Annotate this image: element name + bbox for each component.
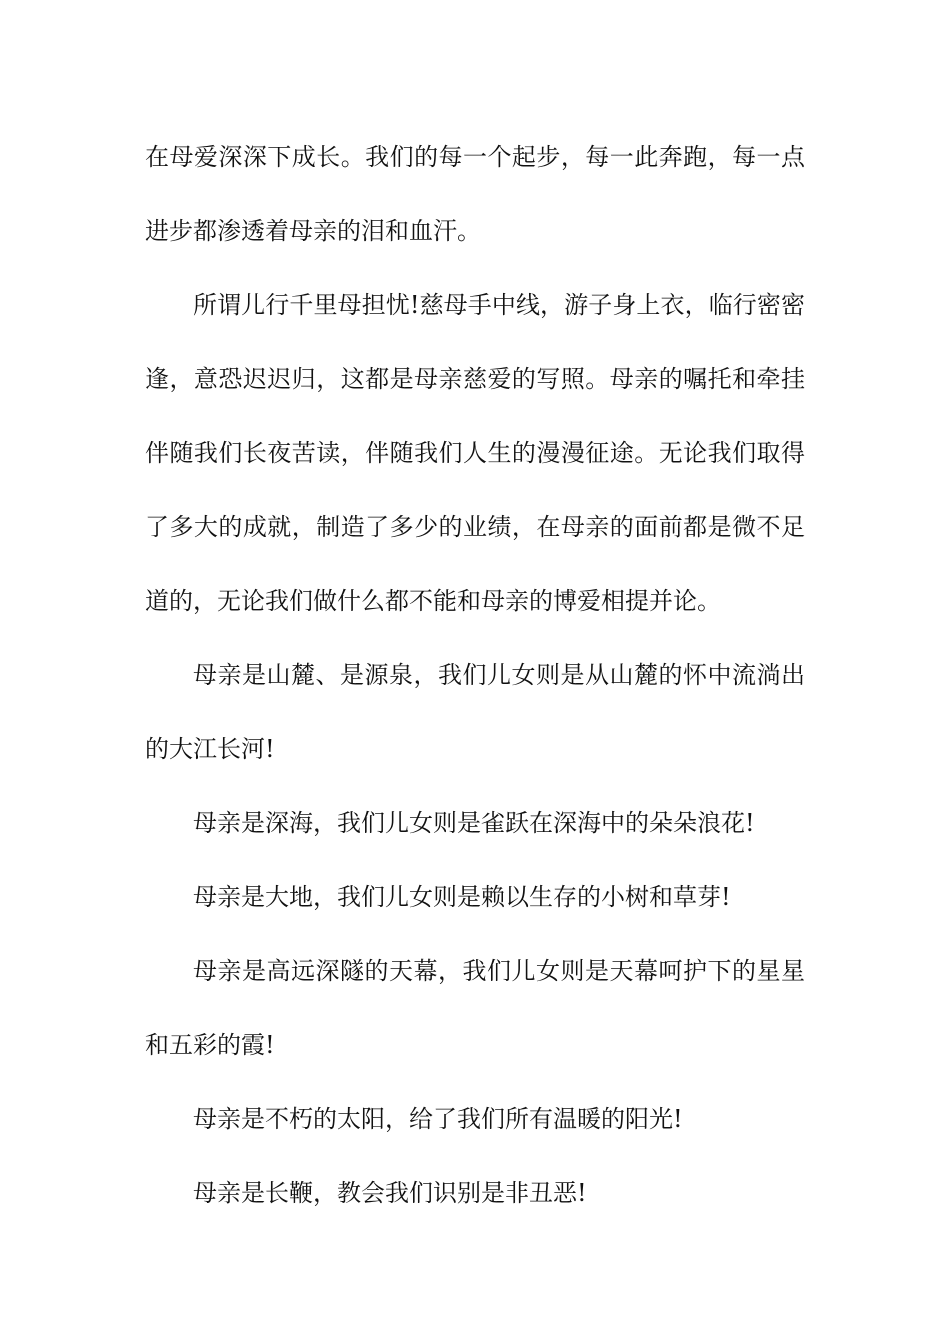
paragraph-7: 母亲是不朽的太阳，给了我们所有温暖的阳光! [193, 1105, 683, 1133]
paragraph-8: 母亲是长鞭，教会我们识别是非丑恶! [193, 1179, 587, 1207]
document-body [145, 120, 805, 1230]
paragraph-3: 母亲是山麓、是源泉，我们儿女则是从山麓的怀中流淌出的大江长河! [145, 661, 805, 763]
paragraph-5: 母亲是大地，我们儿女则是赖以生存的小树和草芽! [193, 883, 731, 911]
paragraph-2: 所谓儿行千里母担忧!慈母手中线，游子身上衣，临行密密逢，意恐迟迟归，这都是母亲慈爱的写照。母亲的嘱托和牵挂伴随我们长夜苦读，伴随我们人生的漫漫征途。无论我们取得了多大的成就，制造了多少的业绩，在母亲的面前都是微不足道的，无论我们做什么都不能和母亲的博爱相提并论。 [145, 291, 805, 615]
paragraph-1: 在母爱深深下成长。我们的每一个起步，每一此奔跑，每一点进步都渗透着母亲的泪和血汗。 [145, 143, 805, 245]
paragraph-6: 母亲是高远深隧的天幕，我们儿女则是天幕呵护下的星星和五彩的霞! [145, 957, 805, 1059]
paragraph-4: 母亲是深海，我们儿女则是雀跃在深海中的朵朵浪花! [193, 809, 755, 837]
